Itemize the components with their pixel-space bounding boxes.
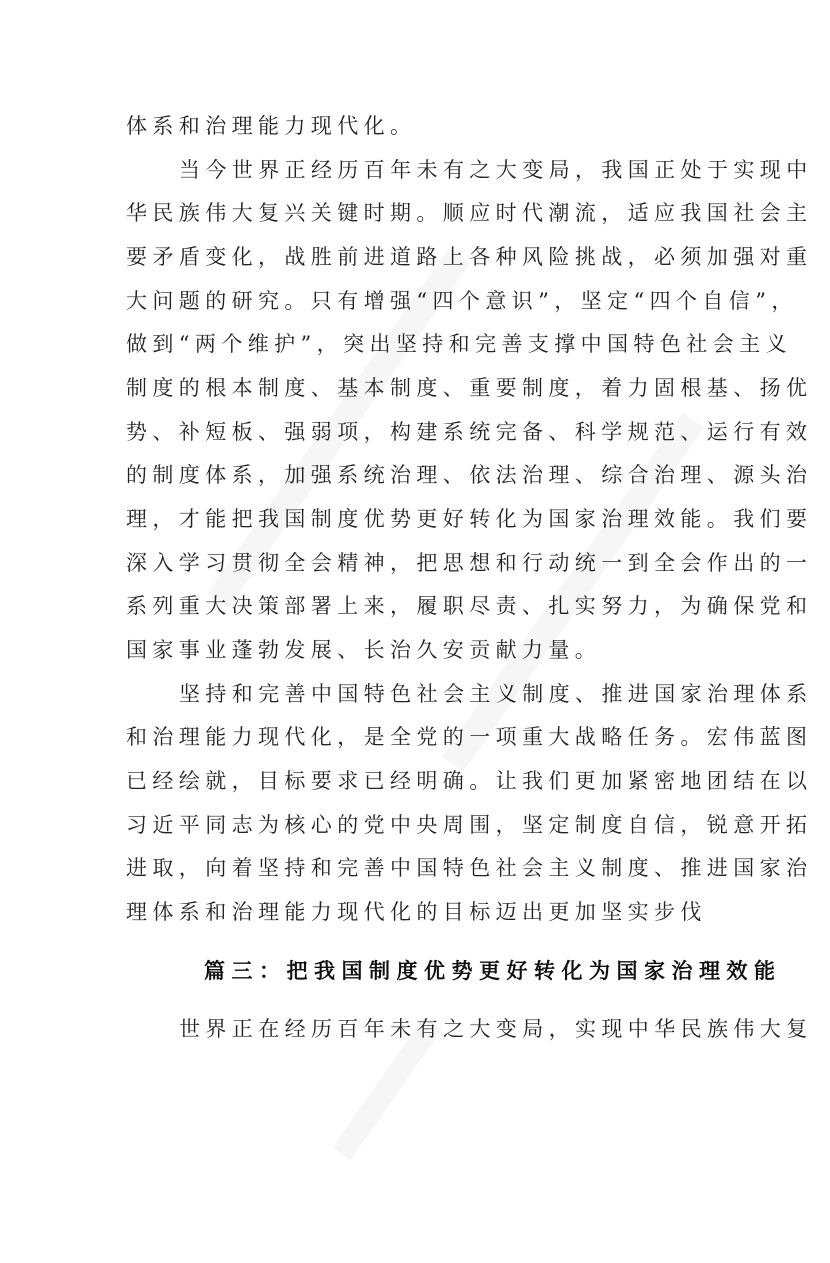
text-line: 当今世界正经历百年未有之大变局，我国正处于实现中 bbox=[179, 158, 813, 182]
text-line: 坚持和完善中国特色社会主义制度、推进国家治理体系 bbox=[179, 682, 813, 706]
text-line: 习近平同志为核心的党中央周围，坚定制度自信，锐意开拓 bbox=[126, 813, 813, 837]
text-line: 已经绘就，目标要求已经明确。让我们更加紧密地团结在以 bbox=[126, 769, 813, 793]
text-line: 体系和治理能力现代化。 bbox=[126, 114, 417, 138]
section-heading: 篇三：把我国制度优势更好转化为国家治理效能 bbox=[204, 959, 782, 983]
text-line: 理体系和治理能力现代化的目标迈出更加坚实步伐 bbox=[126, 900, 707, 924]
text-line: 深入学习贯彻全会精神，把思想和行动统一到全会作出的一 bbox=[126, 551, 813, 575]
text-line: 势、补短板、强弱项，构建系统完备、科学规范、运行有效 bbox=[126, 420, 813, 444]
text-line: 制度的根本制度、基本制度、重要制度，着力固根基、扬优 bbox=[126, 376, 813, 400]
text-line: 大问题的研究。只有增强“四个意识”，坚定“四个自信”， bbox=[126, 289, 798, 313]
text-line: 做到“两个维护”，突出坚持和完善支撑中国特色社会主义 bbox=[126, 332, 792, 356]
text-line: 的制度体系，加强系统治理、依法治理、综合治理、源头治 bbox=[126, 463, 813, 487]
text-line: 进取，向着坚持和完善中国特色社会主义制度、推进国家治 bbox=[126, 856, 813, 880]
text-line: 和治理能力现代化，是全党的一项重大战略任务。宏伟蓝图 bbox=[126, 725, 813, 749]
text-line: 华民族伟大复兴关键时期。顺应时代潮流，适应我国社会主 bbox=[126, 201, 813, 225]
text-line: 要矛盾变化，战胜前进道路上各种风险挑战，必须加强对重 bbox=[126, 245, 813, 269]
text-line: 世界正在经历百年未有之大变局，实现中华民族伟大复 bbox=[179, 1017, 813, 1041]
text-line: 国家事业蓬勃发展、长治久安贡献力量。 bbox=[126, 638, 602, 662]
text-line: 理，才能把我国制度优势更好转化为国家治理效能。我们要 bbox=[126, 507, 813, 531]
watermark bbox=[332, 1017, 589, 1263]
text-line: 系列重大决策部署上来，履职尽责、扎实努力，为确保党和 bbox=[126, 594, 813, 618]
